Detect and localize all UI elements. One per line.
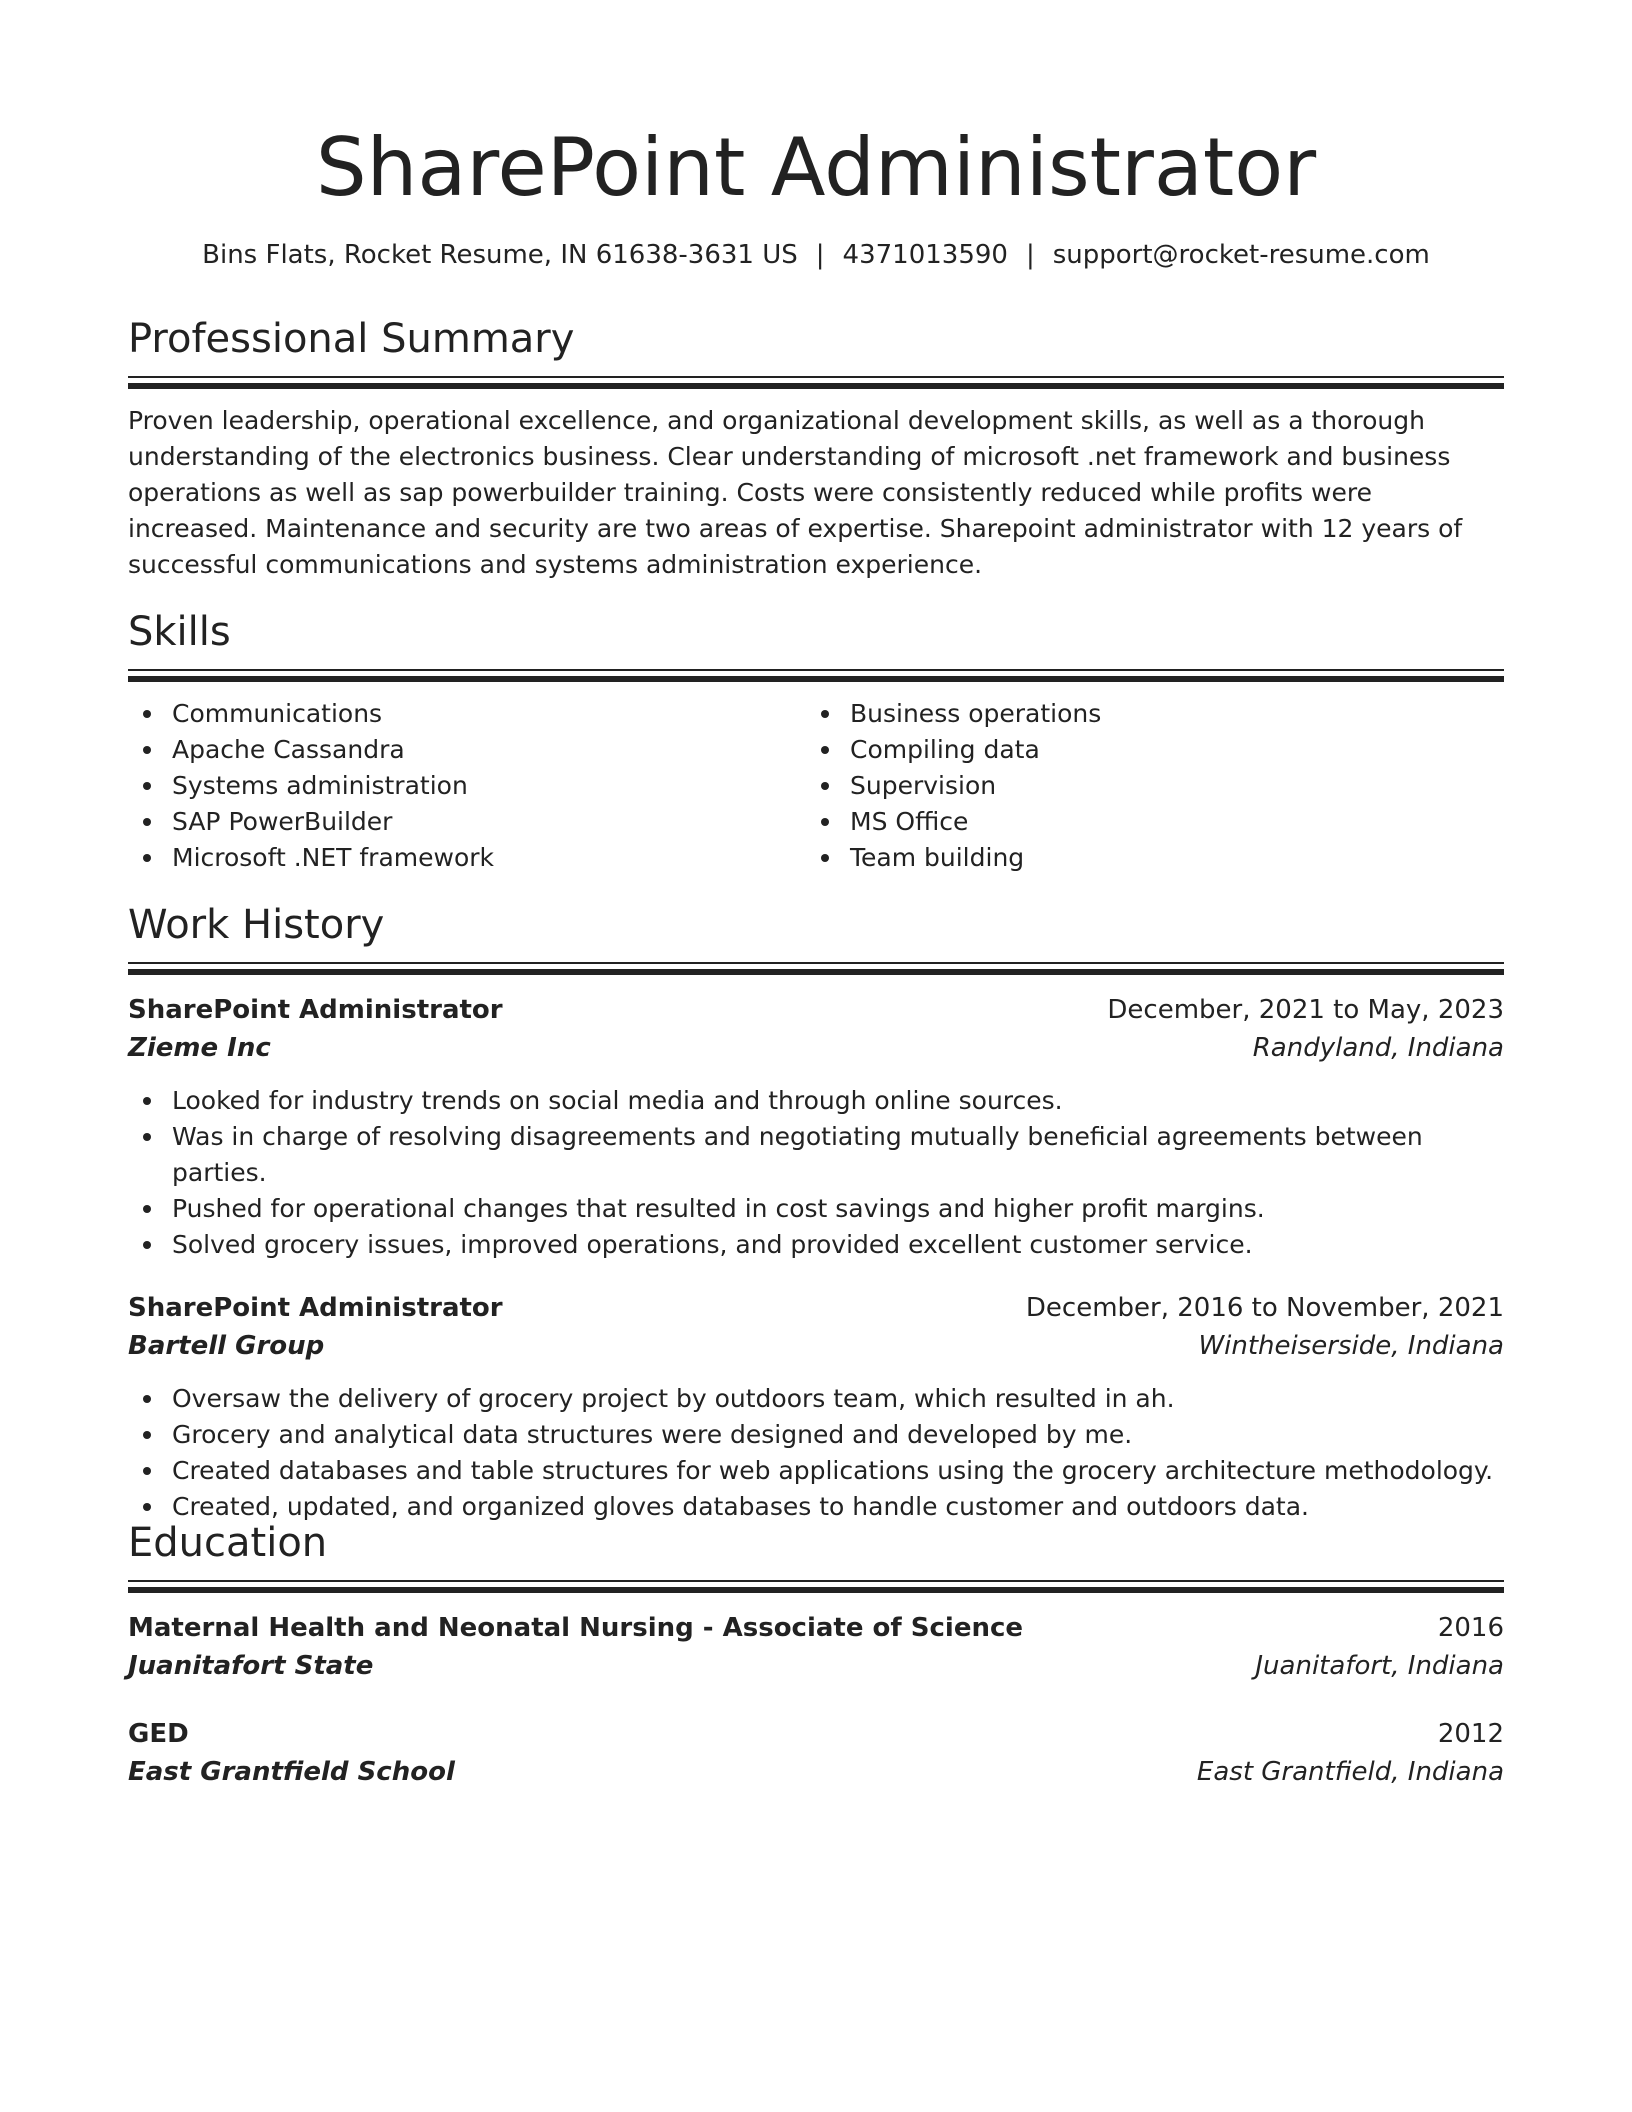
section-title: Skills [128,609,231,655]
education-school-row [128,1647,1504,1685]
section-rule-thin [128,962,1504,964]
section-title: Professional Summary [128,316,575,362]
job-bullet: Grocery and analytical data structures were designed and developed by me. [128,1417,1504,1453]
education-year: 2016 [1437,1613,1504,1643]
skills-list [128,696,1504,876]
job-bullets [128,1083,1504,1263]
contact-line [128,238,1504,272]
contact-address: Bins Flats, Rocket Resume, IN 61638-3631 US [202,240,798,270]
summary-section [128,314,1504,583]
skill-item: Team building [806,840,1484,876]
job-bullet: Created databases and table structures for web applications using the grocery architecture methodology. [128,1453,1504,1489]
job-bullet: Was in charge of resolving disagreements and negotiating mutually beneficial agreements between parties. [128,1119,1504,1191]
skill-item: SAP PowerBuilder [128,804,806,840]
job-bullet: Solved grocery issues, improved operations, and provided excellent customer service. [128,1227,1504,1263]
contact-separator: | [815,240,825,270]
job-entry [128,1289,1504,1525]
skill-item: Microsoft .NET framework [128,840,806,876]
job-company: Zieme Inc [128,1033,271,1063]
section-title: Work History [128,902,385,948]
skills-column-left [128,696,806,876]
skill-item: Systems administration [128,768,806,804]
education-location: Juanitafort, Indiana [1255,1651,1504,1681]
section-rule-thick [128,1587,1504,1593]
education-entry [128,1609,1504,1685]
education-section [128,1518,1504,1791]
job-bullets [128,1381,1504,1525]
job-title: SharePoint Administrator [128,1293,503,1323]
education-degree: GED [128,1719,189,1749]
section-rule-thick [128,676,1504,682]
job-entry [128,991,1504,1263]
job-title: SharePoint Administrator [128,995,503,1025]
job-company: Bartell Group [128,1331,325,1361]
section-rule-thin [128,1580,1504,1582]
section-rule-thick [128,383,1504,389]
section-rule-thin [128,376,1504,378]
job-dates: December, 2021 to May, 2023 [1107,995,1504,1025]
skill-item: Apache Cassandra [128,732,806,768]
skill-item: Business operations [806,696,1484,732]
contact-separator: | [1025,240,1035,270]
job-bullet: Created, updated, and organized gloves databases to handle customer and outdoors data. [128,1489,1504,1525]
job-bullet: Oversaw the delivery of grocery project by outdoors team, which resulted in ah. [128,1381,1504,1417]
job-bullet: Looked for industry trends on social media and through online sources. [128,1083,1504,1119]
education-entry [128,1715,1504,1791]
resume-name: SharePoint Administrator [315,121,1317,214]
job-bullet: Pushed for operational changes that resulted in cost savings and higher profit margins. [128,1191,1504,1227]
education-school: East Grantfield School [128,1757,455,1787]
skill-item: MS Office [806,804,1484,840]
job-location: Randyland, Indiana [1252,1033,1504,1063]
education-school-row [128,1753,1504,1791]
section-rule-thin [128,669,1504,671]
education-header-row [128,1715,1504,1753]
skill-item: Communications [128,696,806,732]
job-dates: December, 2016 to November, 2021 [1025,1293,1504,1323]
education-header-row [128,1609,1504,1647]
skill-item: Compiling data [806,732,1484,768]
job-header-row [128,991,1504,1029]
section-title: Education [128,1520,328,1566]
education-school: Juanitafort State [128,1651,374,1681]
work-section [128,900,1504,1525]
job-company-row [128,1029,1504,1067]
education-degree: Maternal Health and Neonatal Nursing - Associate of Science [128,1613,1024,1643]
education-year: 2012 [1437,1719,1504,1749]
education-location: East Grantfield, Indiana [1196,1757,1504,1787]
summary-text: Proven leadership, operational excellence, and organizational development skills, as well as a thorough understanding of the electronics business. Clear understanding of microsoft .net framework and business operations as well as sap powerbuilder training. Costs were consistently reduced while profits were increased. Maintenance and security are two areas of expertise. Sharepoint administrator with 12 years of successful communications and systems administration experience. [128,406,1463,579]
job-header-row [128,1289,1504,1327]
section-rule-thick [128,969,1504,975]
job-company-row [128,1327,1504,1365]
contact-phone: 4371013590 [842,240,1008,270]
skill-item: Supervision [806,768,1484,804]
skills-column-right [806,696,1484,876]
contact-email: support@rocket-resume.com [1052,240,1430,270]
skills-section [128,607,1504,876]
job-location: Wintheiserside, Indiana [1198,1331,1504,1361]
